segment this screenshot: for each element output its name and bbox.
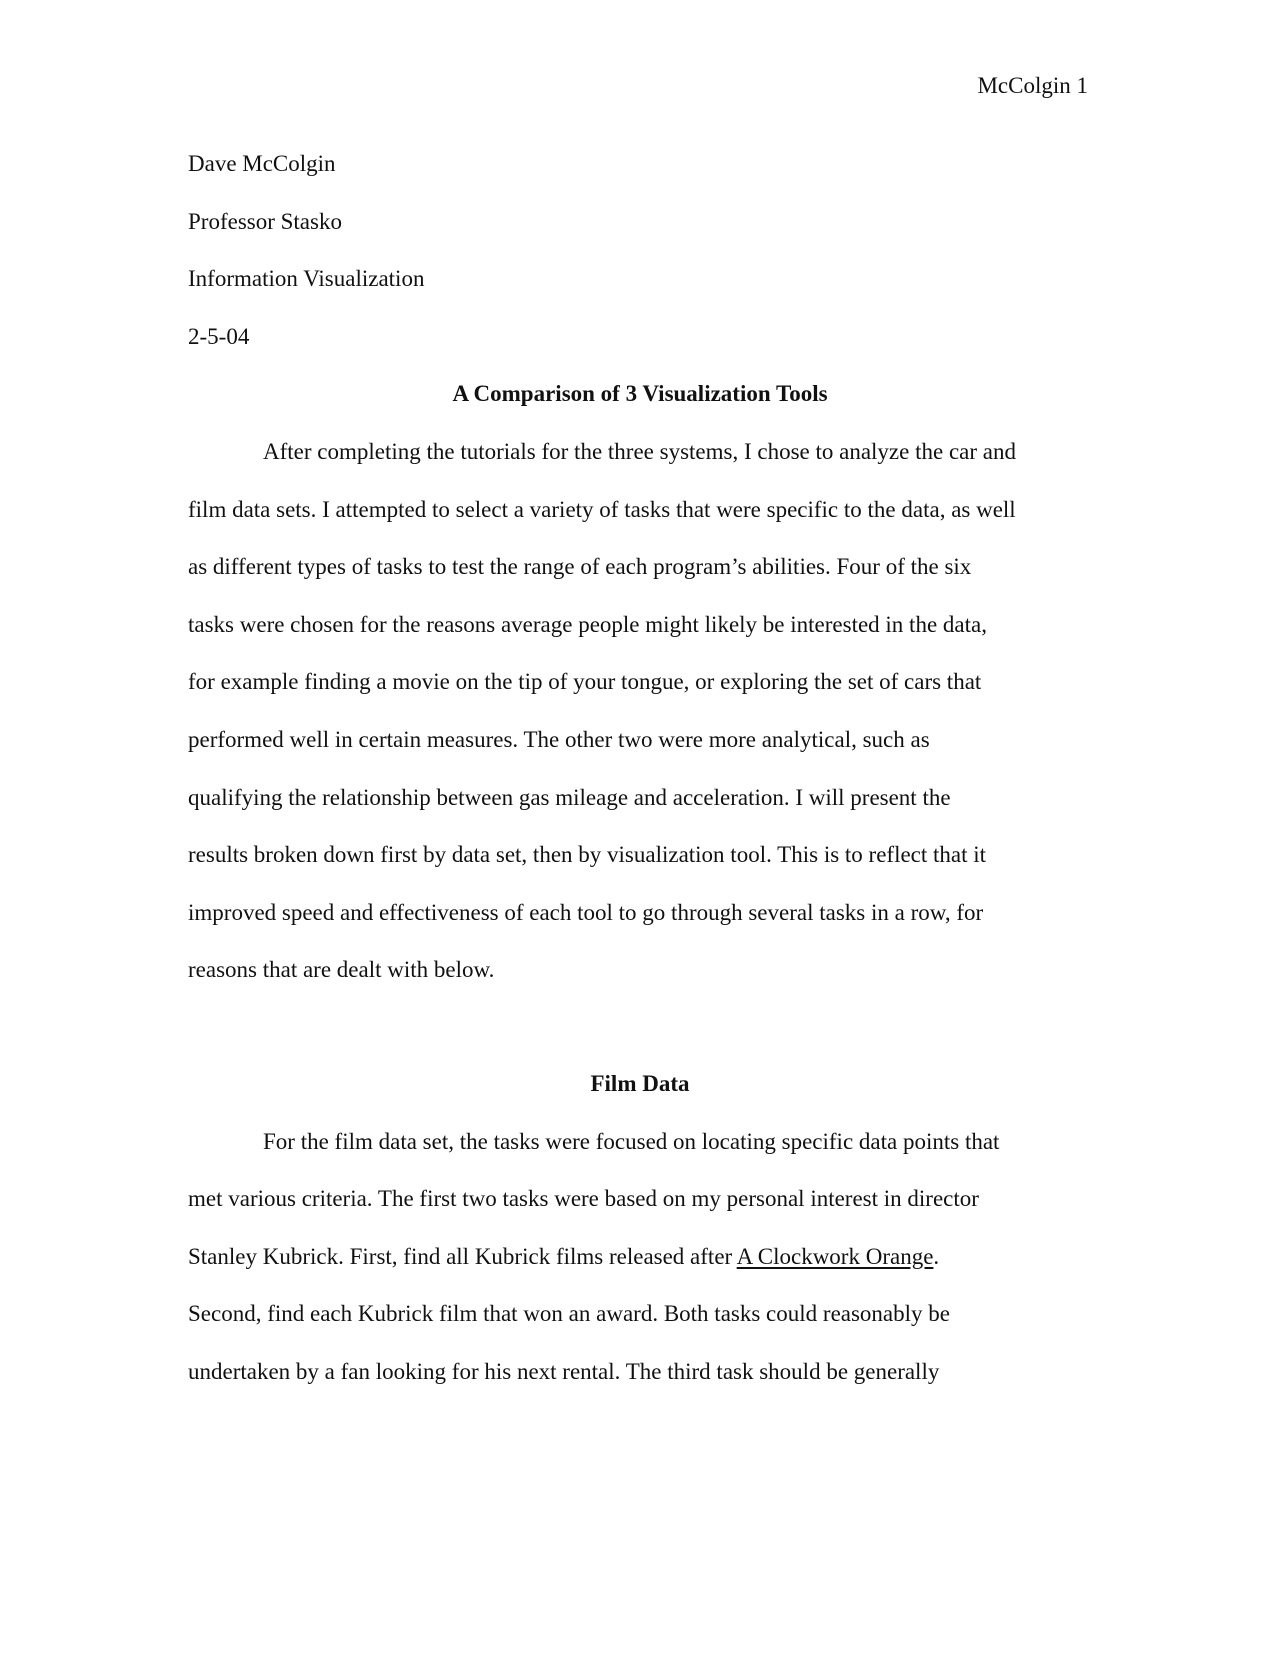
running-head: McColgin 1 [977,73,1088,98]
film-title-clockwork-orange: A Clockwork Orange [736,1243,934,1269]
heading-block [188,135,1092,999]
document-date: 2-5-04 [188,323,250,349]
intro-line: qualifying the relationship between gas mileage and acceleration. I will present the [188,784,951,810]
course-name: Information Visualization [188,266,425,292]
intro-line: film data sets. I attempted to select a variety of tasks that were specific to the data, as well [188,496,1016,522]
intro-line: reasons that are dealt with below. [188,957,495,983]
intro-line: improved speed and effectiveness of each tool to go through several tasks in a row, for [188,899,984,925]
film-line: Second, find each Kubrick film that won an award. Both tasks could reasonably be [188,1301,950,1327]
intro-line: as different types of tasks to test the range of each program’s abilities. Four of the six [188,554,972,580]
instructor-name: Professor Stasko [188,208,342,234]
paper-title: A Comparison of 3 Visualization Tools [452,381,828,407]
intro-line: tasks were chosen for the reasons average people might likely be interested in the data, [188,611,987,637]
intro-line: After completing the tutorials for the three systems, I chose to analyze the car and [263,438,1016,464]
film-line: undertaken by a fan looking for his next rental. The third task should be generally [188,1358,940,1384]
film-line-period: . [933,1243,940,1269]
film-section [188,1055,1092,1401]
film-line-text: Stanley Kubrick. First, find all Kubrick films released after [188,1243,737,1269]
film-line [188,1228,1092,1286]
section-heading-film-data: Film Data [590,1071,690,1096]
film-line: For the film data set, the tasks were focused on locating specific data points that [263,1128,1000,1154]
intro-line: results broken down first by data set, then by visualization tool. This is to reflect that it [188,842,987,868]
film-line: met various criteria. The first two tasks were based on my personal interest in director [188,1186,979,1212]
film-paragraph [188,1113,1092,1401]
author-name: Dave McColgin [188,151,336,176]
intro-paragraph [188,423,1092,999]
intro-line: for example finding a movie on the tip of your tongue, or exploring the set of cars that [188,669,982,695]
intro-line: performed well in certain measures. The other two were more analytical, such as [188,726,930,752]
